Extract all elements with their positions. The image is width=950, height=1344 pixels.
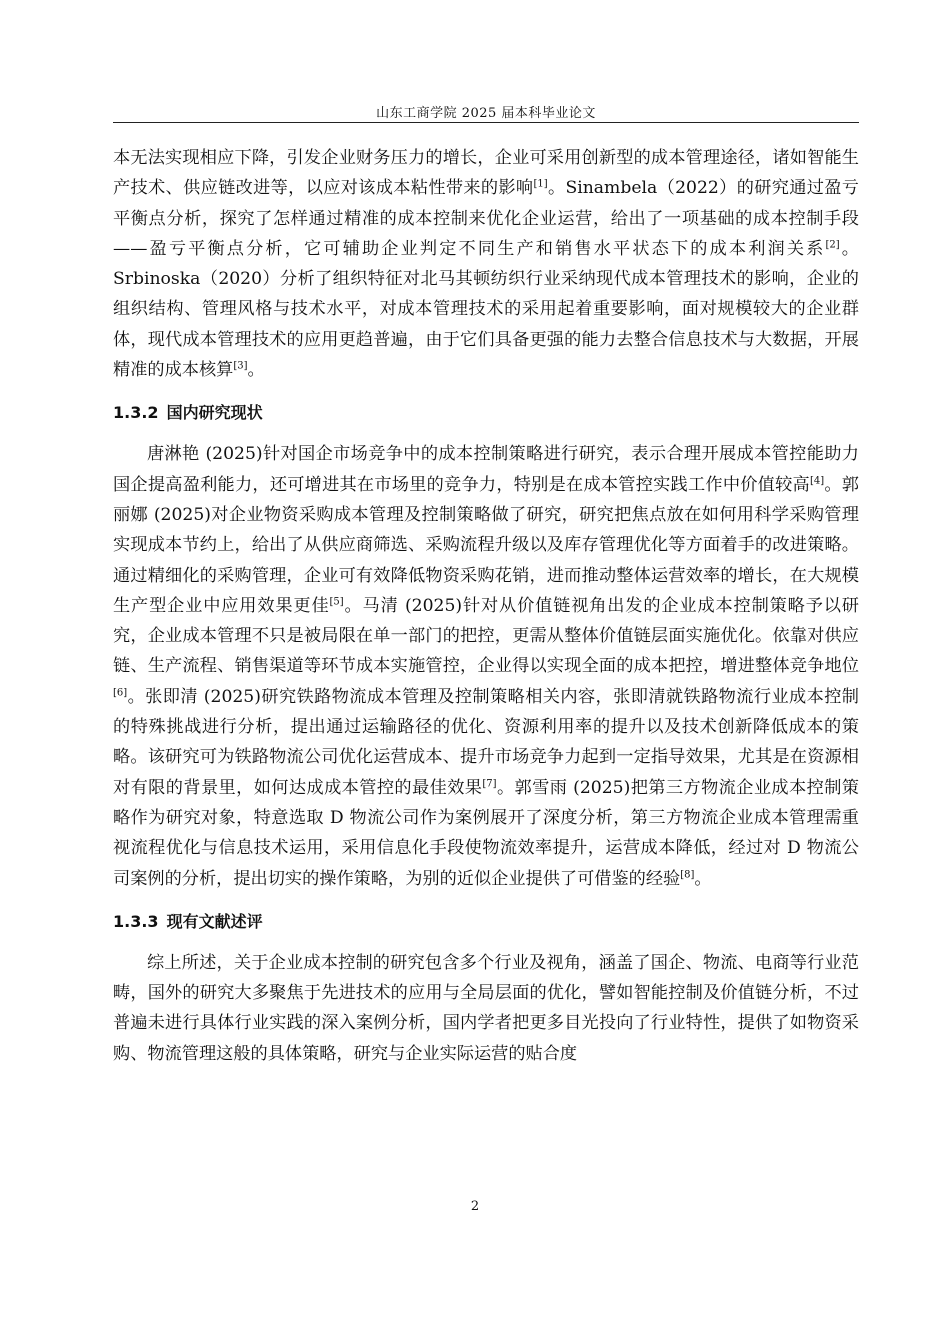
text-run: 。 [694, 868, 712, 889]
text-run: 。Sinambela（2022）的研究通过盈亏平衡点分析，探究了怎样通过精准的成本控制来优化企业运营，给出了一项基础的成本控制手段——盈亏平衡点分析，它可辅助企业判定不同生产和销售水平状态下的成本利润关系 [113, 178, 859, 259]
paragraph-foreign-research-continued [113, 143, 859, 385]
citation-ref: [2] [825, 239, 840, 251]
text-run: 本无法实现相应下降，引发企业财务压力的增长，企业可采用创新型的成本管理途径，诸如智能生产技术、供应链改进等，以应对该成本粘性带来的影响 [113, 148, 859, 199]
section-title: 现有文献述评 [166, 911, 263, 931]
citation-ref: [7] [482, 777, 497, 789]
text-run: 。 [247, 360, 265, 381]
citation-ref: [6] [113, 687, 128, 699]
page-header: 山东工商学院 2025 届本科毕业论文 [376, 106, 596, 121]
text-run: 。张即清 (2025)研究铁路物流成本管理及控制策略相关内容，张即清就铁路物流行业成本控制的特殊挑战进行分析，提出通过运输路径的优化、资源利用率的提升以及技术创新降低成本的策略。该研究可为铁路物流公司优化运营成本、提升市场竞争力起到一定指导效果，尤其是在资源相对有限的背景里，如何达成成本管控的最佳效果 [113, 686, 859, 798]
citation-ref: [1] [533, 178, 548, 190]
section-number: 1.3.3 [113, 911, 159, 931]
text-run: 。Srbinoska（2020）分析了组织特征对北马其顿纺织行业采纳现代成本管理技术的影响，企业的组织结构、管理风格与技术水平，对成本管理技术的采用起着重要影响，面对规模较大的企业群体，现代成本管理技术的应用更趋普遍，由于它们具备更强的能力去整合信息技术与大数据，开展精准的成本核算 [113, 238, 859, 381]
section-heading-1-3-3 [113, 909, 859, 932]
text-run: 综上所述，关于企业成本控制的研究包含多个行业及视角，涵盖了国企、物流、电商等行业范畴，国外的研究大多聚焦于先进技术的应用与全局层面的优化，譬如智能控制及价值链分析，不过普遍未进行具体行业实践的深入案例分析，国内学者把更多目光投向了行业特性，提供了如物资采购、物流管理这般的具体策略，研究与企业实际运营的贴合度 [113, 952, 859, 1064]
section-heading-1-3-2 [113, 400, 859, 423]
paragraph-literature-review [113, 948, 859, 1069]
citation-ref: [5] [329, 596, 344, 608]
header-divider [113, 122, 859, 123]
text-run: 。郭雪雨 (2025)把第三方物流企业成本控制策略作为研究对象，特意选取 D 物流公司作为案例展开了深度分析，第三方物流企业成本管理需重视流程优化与信息技术运用，采用信息化手段使物流效率提升，运营成本降低，经过对 D 物流公司案例的分析，提出切实的操作策略，为别的近似企业提供了可借鉴的经验 [113, 777, 859, 889]
document-body [113, 143, 859, 1069]
citation-ref: [3] [233, 360, 248, 372]
section-number: 1.3.2 [113, 403, 159, 423]
text-run: 唐淋艳 (2025)针对国企市场竞争中的成本控制策略进行研究，表示合理开展成本管控能助力国企提高盈利能力，还可增进其在市场里的竞争力，特别是在成本管控实践工作中价值较高 [113, 444, 859, 495]
text-run: 。马清 (2025)针对从价值链视角出发的企业成本控制策略予以研究，企业成本管理不只是被局限在单一部门的把控，更需从整体价值链层面实施优化。依靠对供应链、生产流程、销售渠道等环节成本实施管控，企业得以实现全面的成本把控，增进整体竞争地位 [113, 595, 859, 677]
citation-ref: [8] [680, 868, 695, 880]
citation-ref: [4] [809, 474, 825, 486]
text-run: 。郭丽娜 (2025)对企业物资采购成本管理及控制策略做了研究，研究把焦点放在如何用科学采购管理实现成本节约上，给出了从供应商筛选、采购流程升级以及库存管理优化等方面着手的改进策略。通过精细化的采购管理，企业可有效降低物资采购花销，进而推动整体运营效率的增长，在大规模生产型企业中应用效果更佳 [113, 474, 859, 616]
page-number: 2 [470, 1199, 480, 1214]
paragraph-domestic-research [113, 439, 859, 893]
section-title: 国内研究现状 [166, 403, 263, 423]
